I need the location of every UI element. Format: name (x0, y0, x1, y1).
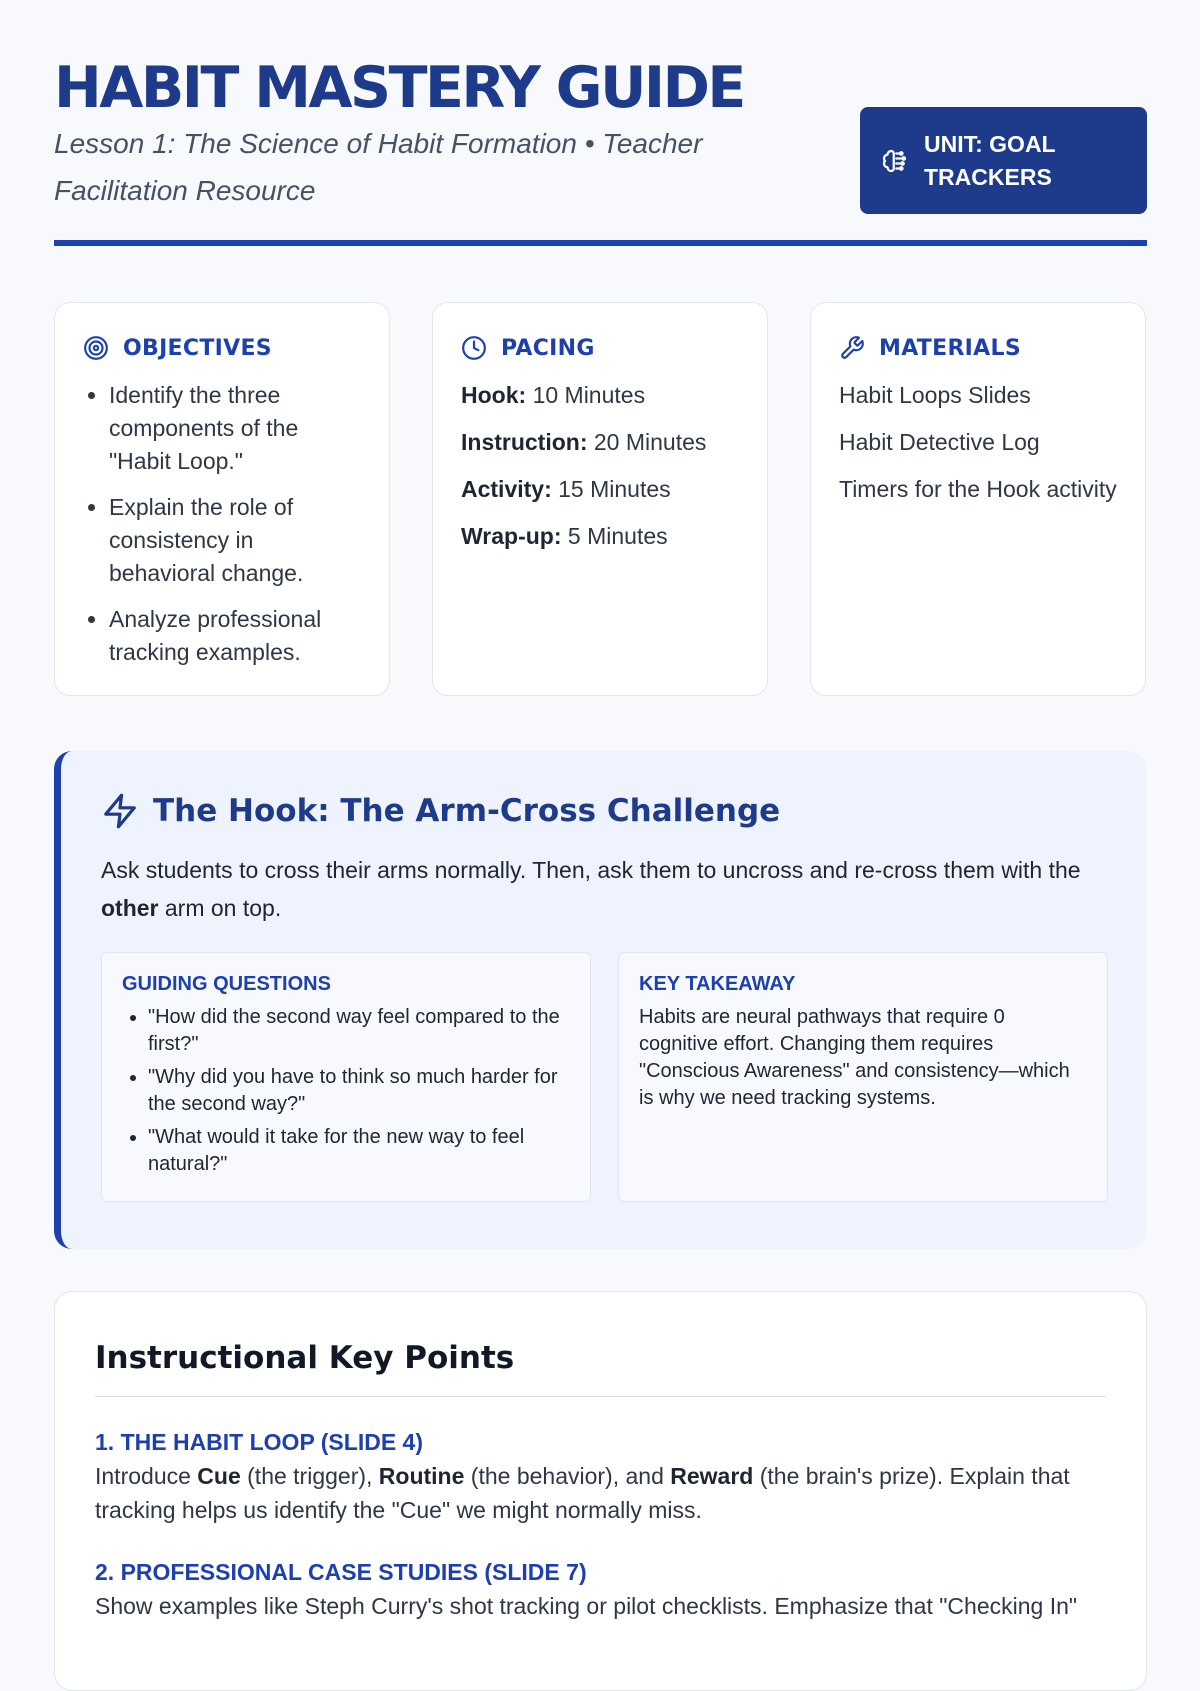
pacing-card (432, 302, 768, 696)
material-item: Habit Loops Slides (839, 382, 1031, 408)
pacing-value: 10 Minutes (532, 382, 646, 408)
header (54, 0, 1147, 247)
pacing-title: PACING (501, 335, 595, 361)
key-point-text (95, 1589, 1106, 1623)
pacing-value: 20 Minutes (593, 429, 707, 455)
key-point-title: 2. PROFESSIONAL CASE STUDIES (SLIDE 7) (95, 1559, 587, 1585)
materials-title: MATERIALS (879, 335, 1021, 361)
hook-boxes (101, 952, 1107, 1202)
pacing-row (461, 520, 739, 553)
material-item: Habit Detective Log (839, 429, 1040, 455)
guiding-question: • "Why did you have to think so much harder for the second way?" (148, 1064, 570, 1118)
clock-icon (461, 335, 487, 361)
materials-card (810, 302, 1146, 696)
key-point (95, 1555, 1106, 1623)
hook-section (54, 751, 1147, 1249)
pacing-row (461, 426, 739, 459)
guiding-question: • "What would it take for the new way to feel natural?" (148, 1124, 570, 1178)
text-emphasis: Cue (197, 1463, 241, 1489)
pacing-row (461, 379, 739, 412)
hook-instructions (101, 851, 1101, 927)
pacing-row (461, 473, 739, 506)
hook-header (101, 789, 1107, 833)
key-point-title: 1. THE HABIT LOOP (SLIDE 4) (95, 1429, 423, 1455)
text-part: (the brain's prize). Explain that tracking helps us identify the "Cue" we might normally miss. (95, 1463, 1070, 1523)
key-point-text (95, 1459, 1106, 1527)
pacing-label: Activity: (461, 476, 552, 502)
text-emphasis: Routine (378, 1463, 465, 1489)
objectives-card (54, 302, 390, 696)
text-part: (the trigger), (240, 1463, 379, 1489)
material-item: Timers for the Hook activity (839, 476, 1117, 502)
unit-badge-label: UNIT: GOAL TRACKERS (924, 130, 1056, 190)
wrench-icon (839, 335, 865, 361)
objectives-list (83, 379, 361, 669)
pacing-value: 5 Minutes (567, 523, 668, 549)
hook-text-part: arm on top. (158, 895, 282, 921)
objective-item: • Analyze professional tracking examples. (109, 603, 361, 669)
guiding-questions-list (122, 1004, 570, 1178)
key-takeaway-box (618, 952, 1108, 1202)
page-title: HABIT MASTERY GUIDE (54, 55, 744, 121)
text-part: Show examples like Steph Curry's shot tracking or pilot checklists. Emphasize that "Checking In" (95, 1593, 1078, 1619)
pacing-label: Wrap-up: (461, 523, 562, 549)
key-takeaway-title: KEY TAKEAWAY (639, 973, 796, 995)
pacing-header (461, 331, 739, 365)
hook-text-part: Ask students to cross their arms normally. Then, ask them to uncross and re-cross them with the (101, 857, 1081, 883)
objectives-header (83, 331, 361, 365)
text-emphasis: Reward (670, 1463, 754, 1489)
brain-icon (880, 146, 910, 176)
materials-header (839, 331, 1117, 365)
pacing-label: Hook: (461, 382, 527, 408)
pacing-label: Instruction: (461, 429, 588, 455)
lesson-page (54, 0, 1147, 1619)
key-point (95, 1425, 1106, 1527)
unit-badge (860, 107, 1147, 214)
key-points-section (54, 1291, 1147, 1691)
pacing-value: 15 Minutes (558, 476, 671, 502)
header-divider (54, 240, 1147, 246)
key-takeaway-text: Habits are neural pathways that require 0 cognitive effort. Changing them requires "Conscious Awareness" and consistency—which is why we need tracking systems. (639, 1006, 1070, 1109)
page-subtitle: Lesson 1: The Science of Habit Formation • Teacher Facilitation Resource (54, 128, 703, 206)
hook-text-emphasis: other (101, 895, 159, 921)
hook-title: The Hook: The Arm-Cross Challenge (153, 793, 781, 829)
objective-item: • Explain the role of consistency in behavioral change. (109, 491, 361, 590)
overview-cards (54, 302, 1147, 696)
lightning-icon (101, 792, 139, 830)
text-part: Introduce (95, 1463, 198, 1489)
guiding-question: • "How did the second way feel compared to the first?" (148, 1004, 570, 1058)
target-icon (83, 335, 109, 361)
objectives-title: OBJECTIVES (123, 335, 272, 361)
objective-item: • Identify the three components of the "Habit Loop." (109, 379, 361, 478)
guiding-questions-title: GUIDING QUESTIONS (122, 973, 331, 995)
text-part: (the behavior), and (464, 1463, 671, 1489)
guiding-questions-box (101, 952, 591, 1202)
key-points-title: Instructional Key Points (95, 1340, 1106, 1397)
